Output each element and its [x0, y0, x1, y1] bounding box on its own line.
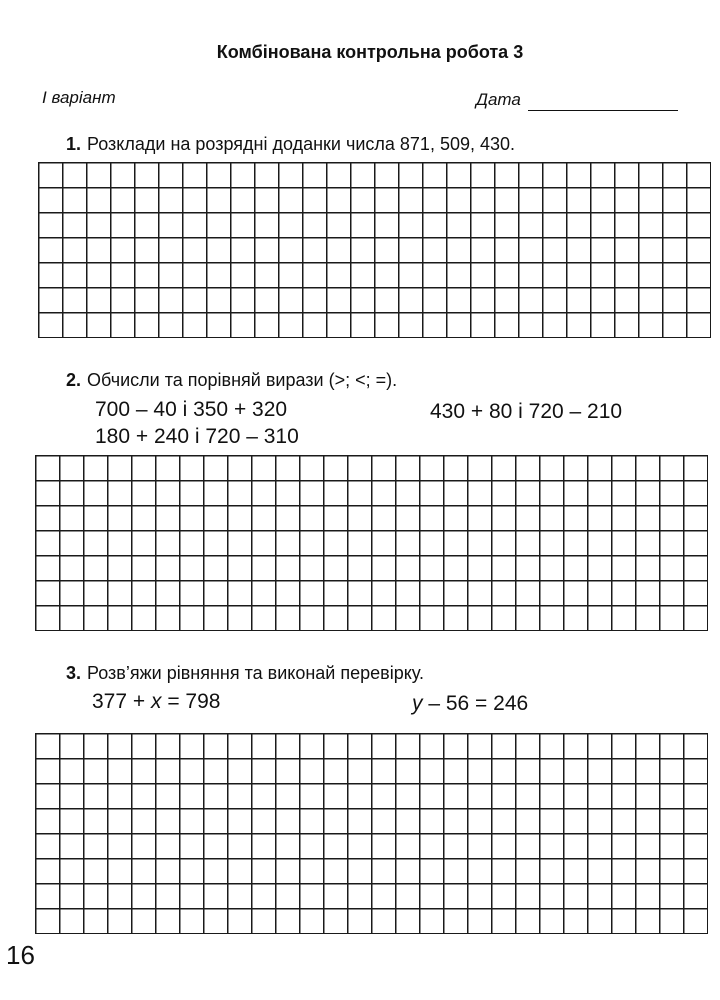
variant-label: I варіант: [42, 88, 116, 107]
equation-1-left: 377 +: [92, 690, 151, 713]
task-2: [66, 370, 397, 391]
task-1: [66, 134, 515, 155]
date-input-line[interactable]: [528, 110, 678, 111]
task-3-number: 3.: [66, 663, 82, 683]
answer-grid-2[interactable]: [35, 455, 708, 631]
task-1-text: Розклади на розрядні доданки числа 871, 509, 430.: [87, 134, 516, 154]
answer-grid-3[interactable]: [35, 733, 708, 934]
date-label: Дата: [476, 90, 521, 109]
expression-2: 430 + 80 і 720 – 210: [430, 400, 623, 423]
page-number: 16: [6, 940, 35, 970]
equation-2-variable: y: [412, 692, 423, 715]
equation-1-variable: x: [150, 690, 162, 713]
equation-2-right: – 56 = 246: [422, 692, 529, 715]
answer-grid-1[interactable]: [38, 162, 711, 338]
task-2-number: 2.: [66, 370, 82, 390]
page-title: Комбінована контрольна робота 3: [216, 42, 524, 62]
equation-1-right: = 798: [161, 690, 221, 713]
expression-1: 700 – 40 і 350 + 320: [95, 398, 288, 421]
task-3-text: Розв’яжи рівняння та виконай перевірку.: [87, 663, 424, 683]
task-3: [66, 663, 424, 684]
expression-3: 180 + 240 і 720 – 310: [95, 425, 299, 448]
task-1-number: 1.: [66, 134, 82, 154]
task-2-text: Обчисли та порівняй вирази (>; <; =).: [87, 370, 398, 390]
equation-1: [92, 690, 220, 714]
equation-2: [412, 692, 528, 716]
